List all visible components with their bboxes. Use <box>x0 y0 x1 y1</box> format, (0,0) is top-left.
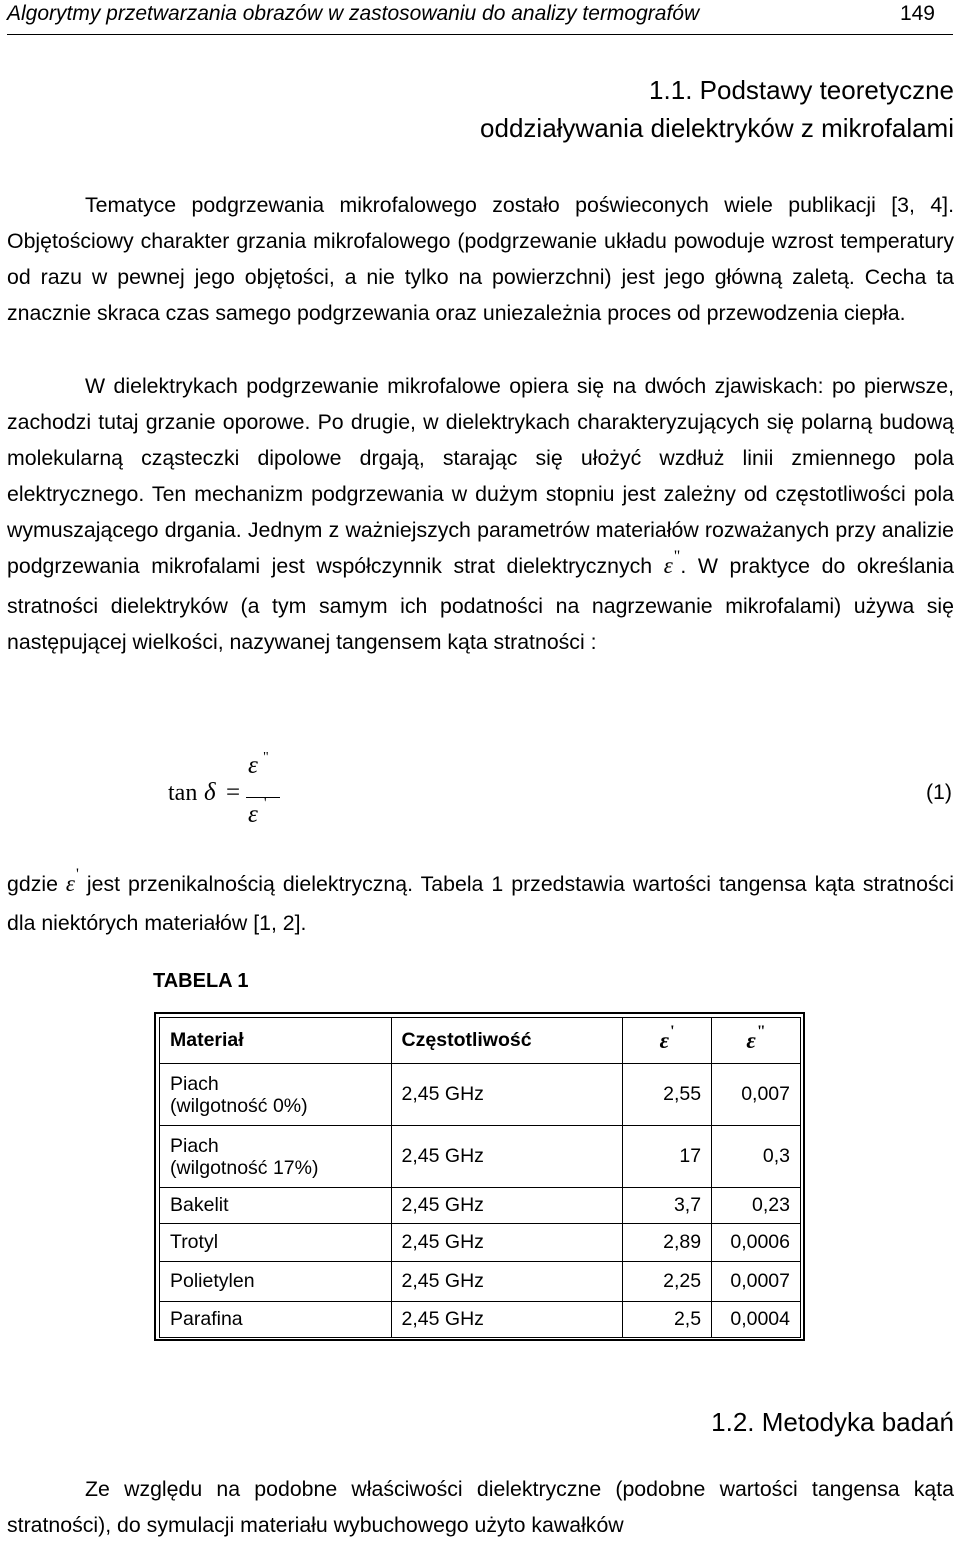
running-header <box>7 0 953 35</box>
table-row <box>160 1262 801 1302</box>
header-epsilon-prime <box>623 1018 712 1064</box>
frequency-cell: 2,45 GHz <box>391 1064 623 1126</box>
table-header-row <box>160 1018 801 1064</box>
table-row <box>160 1302 801 1338</box>
table-row <box>160 1126 801 1188</box>
equation-numerator-epsilon: ε <box>248 752 258 779</box>
equation-denominator-epsilon: ε <box>248 801 258 828</box>
material-cell: Polietylen <box>160 1262 392 1302</box>
section-title-1-1-line2: oddziaływania dielektryków z mikrofalami <box>480 113 954 143</box>
header-prime-mark: ' <box>670 1022 675 1040</box>
material-note: (wilgotność 0%) <box>170 1094 308 1117</box>
page-number: 149 <box>899 2 935 25</box>
paragraph-permittivity <box>7 866 954 941</box>
table-row <box>160 1064 801 1126</box>
material-cell: Parafina <box>160 1302 392 1338</box>
material-cell <box>160 1126 392 1188</box>
paragraph-dielectrics <box>7 368 954 660</box>
equation-number: (1) <box>925 780 952 804</box>
paragraph-methodology: Ze względu na podobne właściwości dielektryczne (podobne wartości tangensa kąta stratności), do symulacji materiału wybuchowego użyto kawałków <box>7 1477 954 1538</box>
epsilon-prime-cell: 2,55 <box>623 1064 712 1126</box>
section-title-1-1-line1: 1.1. Podstawy teoretyczne <box>649 75 954 105</box>
header-material: Materiał <box>160 1018 392 1064</box>
epsilon-double-prime-cell: 0,0004 <box>712 1302 801 1338</box>
materials-table-frame <box>154 1012 805 1341</box>
equation-delta: δ <box>204 779 216 806</box>
material-name: Piach <box>170 1072 219 1095</box>
material-cell: Bakelit <box>160 1188 392 1224</box>
running-header-title: Algorytmy przetwarzania obrazów w zastosowaniu do analizy termografów <box>7 2 700 25</box>
equation-equals: = <box>226 779 241 806</box>
header-double-prime-mark: " <box>756 1022 766 1040</box>
equation-denominator-prime: ' <box>264 796 267 811</box>
paragraph-permittivity-text-b: jest przenikalnością dielektryczną. Tabela 1 przedstawia wartości tangensa kąta stratności dla niektórych materiałów [1, 2]. <box>7 872 954 936</box>
paragraph-dielectrics-text-a: W dielektrykach podgrzewanie mikrofalowe opiera się na dwóch zjawiskach: po pierwsze, zachodzi tutaj grzanie oporowe. Po drugie, w dielektrykach charakteryzujących się polarną budową molekularną cząsteczki dipolowe drgają, starając się ułożyć wzdłuż linii zmiennego pola elektrycznego. Ten mechanizm podgrzewania w dużym stopniu jest zależny od częstotliwości pola wymuszającego drgania. Jednym z ważniejszych parametrów materiałów rozważanych przy analizie podgrzewania mikrofalami jest współczynnik strat dielektrycznych <box>7 374 954 579</box>
epsilon-prime-cell: 2,5 <box>623 1302 712 1338</box>
frequency-cell: 2,45 GHz <box>391 1224 623 1262</box>
epsilon-double-prime-symbol: ε <box>663 553 673 579</box>
material-note: (wilgotność 17%) <box>170 1156 319 1179</box>
frequency-cell: 2,45 GHz <box>391 1188 623 1224</box>
material-cell: Trotyl <box>160 1224 392 1262</box>
header-epsilon-double-prime <box>712 1018 801 1064</box>
equation-tan: tan <box>168 780 198 806</box>
epsilon-double-prime-cell: 0,0007 <box>712 1262 801 1302</box>
header-epsilon-prime-symbol: ε <box>659 1027 670 1053</box>
material-cell <box>160 1064 392 1126</box>
epsilon-prime-cell: 3,7 <box>623 1188 712 1224</box>
epsilon-prime-cell: 2,25 <box>623 1262 712 1302</box>
table-row <box>160 1188 801 1224</box>
frequency-cell: 2,45 GHz <box>391 1262 623 1302</box>
table-caption: TABELA 1 <box>153 970 249 992</box>
equation-fraction-line <box>246 797 280 798</box>
table-row <box>160 1224 801 1262</box>
frequency-cell: 2,45 GHz <box>391 1126 623 1188</box>
section-title-1-2: 1.2. Metodyka badań <box>711 1407 954 1437</box>
frequency-cell: 2,45 GHz <box>391 1302 623 1338</box>
epsilon-double-prime-cell: 0,3 <box>712 1126 801 1188</box>
double-prime-mark: " <box>673 548 681 566</box>
paragraph-dielectrics-text-b: . W praktyce do określania stratności dielektryków (a tym samym ich podatności na nagrzewanie mikrofalami) używa się następującej wielkości, nazywanej tangensem kąta stratności : <box>7 554 954 654</box>
prime-mark: ' <box>76 866 79 883</box>
equation-1 <box>0 750 960 840</box>
epsilon-prime-cell: 2,89 <box>623 1224 712 1262</box>
epsilon-double-prime-cell: 0,23 <box>712 1188 801 1224</box>
material-name: Piach <box>170 1134 219 1157</box>
epsilon-prime-symbol: ε <box>65 871 75 896</box>
equation-numerator-double-prime: " <box>263 750 269 765</box>
materials-table <box>159 1017 801 1338</box>
epsilon-double-prime-cell: 0,007 <box>712 1064 801 1126</box>
paragraph-permittivity-text-a: gdzie <box>7 872 58 896</box>
epsilon-prime-cell: 17 <box>623 1126 712 1188</box>
paragraph-intro: Tematyce podgrzewania mikrofalowego zostało poświeconych wiele publikacji [3, 4]. Objętościowy charakter grzania mikrofalowego (podgrzewanie układu powoduje wzrost temperatury od razu w pewnej jego objętości, a nie tylko na powierzchni) jest jego główną zaletą. Cecha ta znacznie skraca czas samego podgrzewania oraz uniezależnia proces od przewodzenia ciepła. <box>7 193 954 326</box>
epsilon-double-prime-cell: 0,0006 <box>712 1224 801 1262</box>
header-frequency: Częstotliwość <box>391 1018 623 1064</box>
header-epsilon-double-prime-symbol: ε <box>746 1027 756 1053</box>
